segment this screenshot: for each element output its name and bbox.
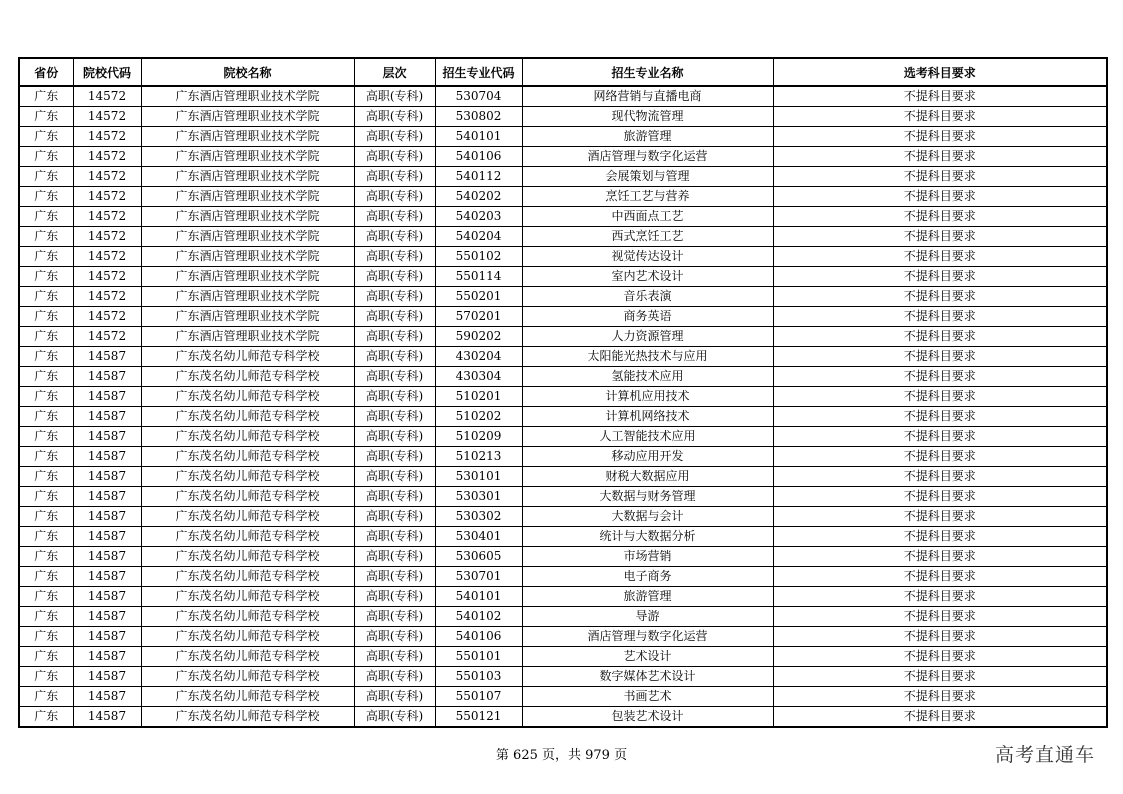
- level-cell: 高职(专科): [354, 687, 435, 707]
- subject-requirement-cell: 不提科目要求: [773, 487, 1107, 507]
- school-code-cell: 14587: [73, 407, 141, 427]
- school-name-cell: 广东茂名幼儿师范专科学校: [141, 467, 354, 487]
- province-cell: 广东: [19, 86, 73, 107]
- province-cell: 广东: [19, 447, 73, 467]
- subject-requirement-cell: 不提科目要求: [773, 667, 1107, 687]
- school-code-cell: 14587: [73, 647, 141, 667]
- school-code-cell: 14572: [73, 227, 141, 247]
- major-code-cell: 540106: [435, 627, 522, 647]
- major-name-cell: 大数据与会计: [522, 507, 773, 527]
- province-cell: 广东: [19, 127, 73, 147]
- school-code-cell: 14572: [73, 247, 141, 267]
- subject-requirement-cell: 不提科目要求: [773, 627, 1107, 647]
- major-code-cell: 540106: [435, 147, 522, 167]
- school-name-cell: 广东茂名幼儿师范专科学校: [141, 367, 354, 387]
- subject-requirement-cell: 不提科目要求: [773, 287, 1107, 307]
- school-name-cell: 广东酒店管理职业技术学院: [141, 227, 354, 247]
- level-cell: 高职(专科): [354, 527, 435, 547]
- province-cell: 广东: [19, 287, 73, 307]
- major-name-cell: 包装艺术设计: [522, 707, 773, 728]
- province-cell: 广东: [19, 567, 73, 587]
- table-row: [19, 247, 1107, 267]
- school-code-cell: 14572: [73, 207, 141, 227]
- school-code-cell: 14587: [73, 607, 141, 627]
- province-cell: 广东: [19, 327, 73, 347]
- level-cell: 高职(专科): [354, 287, 435, 307]
- school-name-cell: 广东茂名幼儿师范专科学校: [141, 687, 354, 707]
- subject-requirement-cell: 不提科目要求: [773, 467, 1107, 487]
- table-body: [19, 86, 1107, 727]
- school-code-cell: 14572: [73, 147, 141, 167]
- province-cell: 广东: [19, 227, 73, 247]
- level-cell: 高职(专科): [354, 107, 435, 127]
- major-name-cell: 太阳能光热技术与应用: [522, 347, 773, 367]
- subject-requirement-cell: 不提科目要求: [773, 167, 1107, 187]
- province-cell: 广东: [19, 207, 73, 227]
- header-major-code: 招生专业代码: [435, 58, 522, 86]
- school-code-cell: 14587: [73, 467, 141, 487]
- level-cell: 高职(专科): [354, 607, 435, 627]
- table-row: [19, 607, 1107, 627]
- page-number: 第 625 页，共 979 页: [495, 748, 628, 763]
- school-name-cell: 广东茂名幼儿师范专科学校: [141, 647, 354, 667]
- table-row: [19, 507, 1107, 527]
- province-cell: 广东: [19, 147, 73, 167]
- subject-requirement-cell: 不提科目要求: [773, 407, 1107, 427]
- major-code-cell: 550201: [435, 287, 522, 307]
- level-cell: 高职(专科): [354, 667, 435, 687]
- school-name-cell: 广东酒店管理职业技术学院: [141, 287, 354, 307]
- subject-requirement-cell: 不提科目要求: [773, 247, 1107, 267]
- admissions-table: [18, 57, 1108, 728]
- level-cell: 高职(专科): [354, 367, 435, 387]
- subject-requirement-cell: 不提科目要求: [773, 607, 1107, 627]
- school-name-cell: 广东酒店管理职业技术学院: [141, 147, 354, 167]
- subject-requirement-cell: 不提科目要求: [773, 347, 1107, 367]
- subject-requirement-cell: 不提科目要求: [773, 447, 1107, 467]
- major-code-cell: 540202: [435, 187, 522, 207]
- table-row: [19, 227, 1107, 247]
- table-row: [19, 307, 1107, 327]
- school-code-cell: 14572: [73, 307, 141, 327]
- table-row: [19, 647, 1107, 667]
- school-name-cell: 广东酒店管理职业技术学院: [141, 187, 354, 207]
- header-major-name: 招生专业名称: [522, 58, 773, 86]
- province-cell: 广东: [19, 507, 73, 527]
- subject-requirement-cell: 不提科目要求: [773, 647, 1107, 667]
- major-name-cell: 人力资源管理: [522, 327, 773, 347]
- header-level: 层次: [354, 58, 435, 86]
- subject-requirement-cell: 不提科目要求: [773, 527, 1107, 547]
- school-name-cell: 广东茂名幼儿师范专科学校: [141, 567, 354, 587]
- school-code-cell: 14587: [73, 627, 141, 647]
- subject-requirement-cell: 不提科目要求: [773, 707, 1107, 728]
- school-name-cell: 广东茂名幼儿师范专科学校: [141, 587, 354, 607]
- school-name-cell: 广东酒店管理职业技术学院: [141, 307, 354, 327]
- level-cell: 高职(专科): [354, 207, 435, 227]
- table-row: [19, 327, 1107, 347]
- province-cell: 广东: [19, 467, 73, 487]
- level-cell: 高职(专科): [354, 147, 435, 167]
- subject-requirement-cell: 不提科目要求: [773, 367, 1107, 387]
- school-code-cell: 14587: [73, 367, 141, 387]
- table-row: [19, 447, 1107, 467]
- major-code-cell: 530802: [435, 107, 522, 127]
- subject-requirement-cell: 不提科目要求: [773, 587, 1107, 607]
- level-cell: 高职(专科): [354, 247, 435, 267]
- table-row: [19, 667, 1107, 687]
- major-code-cell: 550101: [435, 647, 522, 667]
- table-row: [19, 567, 1107, 587]
- watermark: 高考直通车: [994, 744, 1095, 766]
- major-code-cell: 550114: [435, 267, 522, 287]
- table-row: [19, 367, 1107, 387]
- major-name-cell: 会展策划与管理: [522, 167, 773, 187]
- school-name-cell: 广东茂名幼儿师范专科学校: [141, 507, 354, 527]
- school-code-cell: 14587: [73, 527, 141, 547]
- header-row: [19, 58, 1107, 86]
- table-row: [19, 527, 1107, 547]
- major-name-cell: 书画艺术: [522, 687, 773, 707]
- subject-requirement-cell: 不提科目要求: [773, 567, 1107, 587]
- school-code-cell: 14572: [73, 86, 141, 107]
- level-cell: 高职(专科): [354, 407, 435, 427]
- level-cell: 高职(专科): [354, 227, 435, 247]
- major-name-cell: 现代物流管理: [522, 107, 773, 127]
- province-cell: 广东: [19, 427, 73, 447]
- major-name-cell: 人工智能技术应用: [522, 427, 773, 447]
- major-name-cell: 计算机网络技术: [522, 407, 773, 427]
- school-name-cell: 广东茂名幼儿师范专科学校: [141, 487, 354, 507]
- level-cell: 高职(专科): [354, 267, 435, 287]
- subject-requirement-cell: 不提科目要求: [773, 107, 1107, 127]
- school-code-cell: 14572: [73, 267, 141, 287]
- level-cell: 高职(专科): [354, 86, 435, 107]
- major-code-cell: 550121: [435, 707, 522, 728]
- level-cell: 高职(专科): [354, 327, 435, 347]
- province-cell: 广东: [19, 247, 73, 267]
- major-name-cell: 中西面点工艺: [522, 207, 773, 227]
- major-code-cell: 550103: [435, 667, 522, 687]
- major-code-cell: 510213: [435, 447, 522, 467]
- subject-requirement-cell: 不提科目要求: [773, 147, 1107, 167]
- subject-requirement-cell: 不提科目要求: [773, 187, 1107, 207]
- province-cell: 广东: [19, 687, 73, 707]
- major-name-cell: 商务英语: [522, 307, 773, 327]
- major-name-cell: 移动应用开发: [522, 447, 773, 467]
- level-cell: 高职(专科): [354, 167, 435, 187]
- table-row: [19, 487, 1107, 507]
- school-code-cell: 14587: [73, 487, 141, 507]
- level-cell: 高职(专科): [354, 127, 435, 147]
- province-cell: 广东: [19, 387, 73, 407]
- province-cell: 广东: [19, 647, 73, 667]
- school-code-cell: 14572: [73, 107, 141, 127]
- major-name-cell: 音乐表演: [522, 287, 773, 307]
- subject-requirement-cell: 不提科目要求: [773, 207, 1107, 227]
- level-cell: 高职(专科): [354, 307, 435, 327]
- table-row: [19, 587, 1107, 607]
- school-name-cell: 广东茂名幼儿师范专科学校: [141, 547, 354, 567]
- school-name-cell: 广东茂名幼儿师范专科学校: [141, 347, 354, 367]
- level-cell: 高职(专科): [354, 347, 435, 367]
- table-row: [19, 147, 1107, 167]
- school-name-cell: 广东酒店管理职业技术学院: [141, 107, 354, 127]
- province-cell: 广东: [19, 187, 73, 207]
- major-name-cell: 网络营销与直播电商: [522, 86, 773, 107]
- level-cell: 高职(专科): [354, 627, 435, 647]
- major-name-cell: 酒店管理与数字化运营: [522, 627, 773, 647]
- major-code-cell: 530301: [435, 487, 522, 507]
- province-cell: 广东: [19, 707, 73, 728]
- school-name-cell: 广东酒店管理职业技术学院: [141, 167, 354, 187]
- province-cell: 广东: [19, 607, 73, 627]
- major-code-cell: 530302: [435, 507, 522, 527]
- level-cell: 高职(专科): [354, 647, 435, 667]
- table-row: [19, 407, 1107, 427]
- school-code-cell: 14587: [73, 387, 141, 407]
- subject-requirement-cell: 不提科目要求: [773, 267, 1107, 287]
- major-name-cell: 氢能技术应用: [522, 367, 773, 387]
- major-name-cell: 西式烹饪工艺: [522, 227, 773, 247]
- major-name-cell: 旅游管理: [522, 127, 773, 147]
- major-code-cell: 550107: [435, 687, 522, 707]
- school-name-cell: 广东茂名幼儿师范专科学校: [141, 607, 354, 627]
- school-name-cell: 广东茂名幼儿师范专科学校: [141, 707, 354, 728]
- major-code-cell: 590202: [435, 327, 522, 347]
- province-cell: 广东: [19, 107, 73, 127]
- major-code-cell: 570201: [435, 307, 522, 327]
- major-name-cell: 旅游管理: [522, 587, 773, 607]
- major-code-cell: 510202: [435, 407, 522, 427]
- table-row: [19, 387, 1107, 407]
- school-name-cell: 广东茂名幼儿师范专科学校: [141, 407, 354, 427]
- school-code-cell: 14572: [73, 127, 141, 147]
- level-cell: 高职(专科): [354, 387, 435, 407]
- major-code-cell: 540101: [435, 587, 522, 607]
- school-name-cell: 广东茂名幼儿师范专科学校: [141, 627, 354, 647]
- province-cell: 广东: [19, 367, 73, 387]
- school-code-cell: 14587: [73, 547, 141, 567]
- major-name-cell: 艺术设计: [522, 647, 773, 667]
- major-name-cell: 计算机应用技术: [522, 387, 773, 407]
- school-name-cell: 广东酒店管理职业技术学院: [141, 327, 354, 347]
- school-code-cell: 14587: [73, 447, 141, 467]
- major-code-cell: 530704: [435, 86, 522, 107]
- table-row: [19, 347, 1107, 367]
- major-code-cell: 430304: [435, 367, 522, 387]
- table-row: [19, 187, 1107, 207]
- major-name-cell: 导游: [522, 607, 773, 627]
- subject-requirement-cell: 不提科目要求: [773, 387, 1107, 407]
- subject-requirement-cell: 不提科目要求: [773, 327, 1107, 347]
- province-cell: 广东: [19, 167, 73, 187]
- school-code-cell: 14572: [73, 327, 141, 347]
- subject-requirement-cell: 不提科目要求: [773, 307, 1107, 327]
- major-name-cell: 财税大数据应用: [522, 467, 773, 487]
- major-code-cell: 530701: [435, 567, 522, 587]
- table-row: [19, 86, 1107, 107]
- school-code-cell: 14587: [73, 707, 141, 728]
- province-cell: 广东: [19, 627, 73, 647]
- level-cell: 高职(专科): [354, 547, 435, 567]
- school-code-cell: 14572: [73, 287, 141, 307]
- school-code-cell: 14572: [73, 187, 141, 207]
- table-row: [19, 267, 1107, 287]
- school-code-cell: 14587: [73, 347, 141, 367]
- province-cell: 广东: [19, 267, 73, 287]
- province-cell: 广东: [19, 307, 73, 327]
- school-name-cell: 广东酒店管理职业技术学院: [141, 207, 354, 227]
- level-cell: 高职(专科): [354, 447, 435, 467]
- table-row: [19, 107, 1107, 127]
- school-code-cell: 14587: [73, 667, 141, 687]
- major-name-cell: 大数据与财务管理: [522, 487, 773, 507]
- major-code-cell: 530101: [435, 467, 522, 487]
- school-code-cell: 14587: [73, 507, 141, 527]
- major-code-cell: 510201: [435, 387, 522, 407]
- school-code-cell: 14587: [73, 567, 141, 587]
- major-code-cell: 530401: [435, 527, 522, 547]
- level-cell: 高职(专科): [354, 187, 435, 207]
- major-code-cell: 540203: [435, 207, 522, 227]
- table-row: [19, 707, 1107, 728]
- level-cell: 高职(专科): [354, 567, 435, 587]
- level-cell: 高职(专科): [354, 487, 435, 507]
- table-row: [19, 287, 1107, 307]
- subject-requirement-cell: 不提科目要求: [773, 687, 1107, 707]
- school-name-cell: 广东茂名幼儿师范专科学校: [141, 427, 354, 447]
- major-name-cell: 统计与大数据分析: [522, 527, 773, 547]
- province-cell: 广东: [19, 487, 73, 507]
- level-cell: 高职(专科): [354, 427, 435, 447]
- school-code-cell: 14587: [73, 687, 141, 707]
- school-code-cell: 14587: [73, 587, 141, 607]
- school-name-cell: 广东茂名幼儿师范专科学校: [141, 667, 354, 687]
- subject-requirement-cell: 不提科目要求: [773, 127, 1107, 147]
- school-name-cell: 广东茂名幼儿师范专科学校: [141, 447, 354, 467]
- school-name-cell: 广东酒店管理职业技术学院: [141, 247, 354, 267]
- school-code-cell: 14587: [73, 427, 141, 447]
- header-province: 省份: [19, 58, 73, 86]
- table-row: [19, 127, 1107, 147]
- major-name-cell: 市场营销: [522, 547, 773, 567]
- school-code-cell: 14572: [73, 167, 141, 187]
- major-code-cell: 510209: [435, 427, 522, 447]
- major-code-cell: 540101: [435, 127, 522, 147]
- table-row: [19, 627, 1107, 647]
- province-cell: 广东: [19, 407, 73, 427]
- major-code-cell: 540112: [435, 167, 522, 187]
- major-code-cell: 540102: [435, 607, 522, 627]
- subject-requirement-cell: 不提科目要求: [773, 427, 1107, 447]
- major-name-cell: 酒店管理与数字化运营: [522, 147, 773, 167]
- level-cell: 高职(专科): [354, 507, 435, 527]
- major-name-cell: 烹饪工艺与营养: [522, 187, 773, 207]
- major-code-cell: 550102: [435, 247, 522, 267]
- level-cell: 高职(专科): [354, 587, 435, 607]
- level-cell: 高职(专科): [354, 707, 435, 728]
- major-name-cell: 视觉传达设计: [522, 247, 773, 267]
- school-name-cell: 广东茂名幼儿师范专科学校: [141, 527, 354, 547]
- province-cell: 广东: [19, 527, 73, 547]
- major-name-cell: 数字媒体艺术设计: [522, 667, 773, 687]
- province-cell: 广东: [19, 547, 73, 567]
- level-cell: 高职(专科): [354, 467, 435, 487]
- header-school-name: 院校名称: [141, 58, 354, 86]
- table-row: [19, 547, 1107, 567]
- table-row: [19, 467, 1107, 487]
- table-row: [19, 207, 1107, 227]
- major-name-cell: 电子商务: [522, 567, 773, 587]
- major-code-cell: 430204: [435, 347, 522, 367]
- school-name-cell: 广东酒店管理职业技术学院: [141, 86, 354, 107]
- header-subject-requirement: 选考科目要求: [773, 58, 1107, 86]
- subject-requirement-cell: 不提科目要求: [773, 507, 1107, 527]
- major-code-cell: 540204: [435, 227, 522, 247]
- province-cell: 广东: [19, 587, 73, 607]
- province-cell: 广东: [19, 347, 73, 367]
- school-name-cell: 广东茂名幼儿师范专科学校: [141, 387, 354, 407]
- subject-requirement-cell: 不提科目要求: [773, 547, 1107, 567]
- major-code-cell: 530605: [435, 547, 522, 567]
- table-row: [19, 167, 1107, 187]
- header-school-code: 院校代码: [73, 58, 141, 86]
- table-row: [19, 687, 1107, 707]
- school-name-cell: 广东酒店管理职业技术学院: [141, 267, 354, 287]
- table-row: [19, 427, 1107, 447]
- subject-requirement-cell: 不提科目要求: [773, 227, 1107, 247]
- subject-requirement-cell: 不提科目要求: [773, 86, 1107, 107]
- province-cell: 广东: [19, 667, 73, 687]
- school-name-cell: 广东酒店管理职业技术学院: [141, 127, 354, 147]
- major-name-cell: 室内艺术设计: [522, 267, 773, 287]
